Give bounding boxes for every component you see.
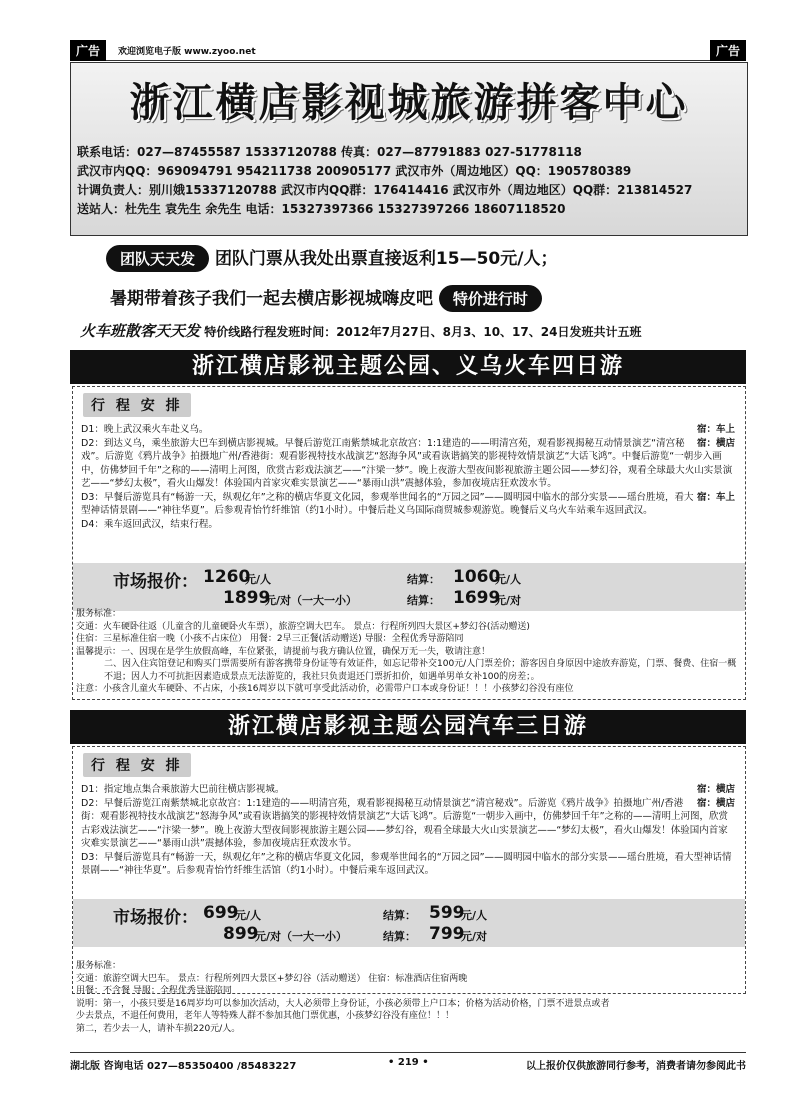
top-bar [70, 40, 746, 61]
note-line: 服务标准： [76, 609, 122, 619]
page-title: 浙江横店影视城旅游拼客中心 [129, 80, 689, 126]
price-pair: 899 [223, 924, 259, 944]
settle-adult: 599 [429, 903, 465, 923]
promo-badge: 火车班散客天天发 [80, 322, 201, 340]
note-line: 用餐：不含餐 导服：全程优秀导游陪同 [76, 986, 232, 996]
settle-label: 结算： [383, 909, 416, 922]
promo-badge: 特价进行时 [439, 285, 542, 312]
tour-itinerary-box [72, 746, 746, 994]
contact-line: 联系电话：027—87455587 15337120788 传真：027—87791883 027-51778118 [77, 145, 582, 159]
day-item: 宿：横店 D2：早餐后游览江南紫禁城北京故宫：1:1建造的——明清宫苑，观看影视揭秘互动情景演艺“清宫秘戏”。后游览《鸦片战争》拍摄地广州/香港街：观看影视特技水战演艺“怒海争风”或看诙谐搞笑的影视特效情景演艺“大话飞鸿”。后游览“一朝步入画中，仿佛梦回千年”之称的——清明上河图，欣赏古彩戏法演艺——“汴梁一梦”。晚上夜游大型夜间影视旅游主题公园——梦幻谷，观看全球最大火山实景演艺——“梦幻太极”，看火山爆发！体验国内首家灾难实景演艺——“暴雨山洪”震撼体验，参加夜境店狂欢泼水节。 [81, 797, 735, 849]
price-pair: 1899 [223, 588, 271, 608]
contact-line: 计调负责人：别川娥15337120788 武汉市内QQ群：176414416 武汉市外（周边地区）QQ群：213814527 [77, 183, 693, 197]
promo-line-1 [106, 244, 557, 272]
price-unit: 元/人 [235, 909, 262, 922]
day-item: D4：乘车返回武汉，结束行程。 [81, 518, 218, 530]
note-line: 注意：小孩含儿童火车硬卧、不占床，小孩16周岁以下就可享受此活动价，必需带户口本或身份证！！！小孩梦幻谷没有座位 [76, 684, 574, 694]
ad-tag-right: 广告 [710, 40, 746, 61]
footer [70, 1052, 746, 1073]
settle-unit: 元/对 [495, 594, 522, 607]
note-line: 住宿：三星标准住宿一晚（小孩不占床位） 用餐：2早三正餐(活动赠送) 导服：全程优秀导游陪同 [76, 634, 464, 644]
promo-text: 团队门票从我处出票直接返利15—50元/人； [214, 249, 558, 269]
tour-title: 浙江横店影视主题公园、义乌火车四日游 [70, 350, 746, 384]
contact-info [77, 143, 741, 219]
promo-text: 暑期带着孩子我们一起去横店影视城嗨皮吧 [110, 289, 433, 309]
welcome-text: 欢迎浏览电子版 www.zyoo.net [118, 47, 256, 57]
day-item: 宿：车上 D1：晚上武汉乘火车赴义乌。 [81, 424, 735, 435]
itinerary-days [81, 783, 735, 878]
contact-line: 武汉市内QQ：969094791 954211738 200905177 武汉市外（周边地区）QQ：1905780389 [77, 164, 632, 178]
footer-contact: 湖北版 咨询电话 027—85350400 /85483227 [70, 1061, 297, 1072]
price-bar [73, 563, 745, 611]
settle-pair: 799 [429, 924, 465, 944]
promo-text: 特价线路行程发班时间：2012年7月27日、8月3、10、17、24日发班共计五班 [204, 325, 642, 339]
day-item: 宿：横店 D1：指定地点集合乘旅游大巴前往横店影视城。 [81, 784, 735, 795]
note-line: 服务标准： [76, 961, 122, 971]
promo-section [70, 238, 746, 346]
settle-unit: 元/人 [461, 909, 488, 922]
promo-line-2 [110, 284, 542, 312]
price-unit: 元/对（一大一小） [255, 930, 348, 943]
price-adult: 1260 [203, 567, 251, 587]
itinerary-heading: 行 程 安 排 [83, 753, 191, 777]
settle-unit: 元/人 [495, 573, 522, 586]
note-line: 交通：旅游空调大巴车。 景点：行程所列四大景区+梦幻谷（活动赠送） 住宿：标准酒店住宿两晚 [76, 973, 468, 984]
note-line: 说明：第一，小孩只要是16周岁均可以参加次活动，大人必须带上身份证，小孩必须带上户口本；价格为活动价格，门票不进景点或者 [76, 998, 610, 1009]
price-label: 市场报价： [113, 908, 198, 928]
settle-label: 结算： [407, 594, 440, 607]
settle-unit: 元/对 [461, 930, 488, 943]
promo-badge: 团队天天发 [106, 245, 209, 272]
settle-adult: 1060 [453, 567, 501, 587]
note-line: 少去景点，不退任何费用，老年人等特殊人群不参加其他门票优惠，小孩梦幻谷没有座位！！！ [76, 1011, 455, 1021]
itinerary-days [81, 423, 735, 531]
price-adult: 699 [203, 903, 239, 923]
settle-label: 结算： [383, 930, 416, 943]
day-item: 宿：横店 D2：到达义乌，乘坐旅游大巴车到横店影视城。早餐后游览江南紫禁城北京故宫：1:1建造的——明清宫苑，观看影视揭秘互动情景演艺“清宫秘戏”。后游览《鸦片战争》拍摄地广州/香港街：观看影视特技水战演艺“怒海争风”或看诙谐搞笑的影视特效情景演艺“大话飞鸿”。中餐后游览“一朝步入画中，仿佛梦回千年”之称的——清明上河图，欣赏古彩戏法演艺——“汴梁一梦”。晚上夜游大型夜间影视旅游主题公园——梦幻谷，观看全球最大火山实景演艺——“梦幻太极”，看火山爆发！体验国内首家灾难实景演艺——“暴雨山洪”震撼体验，参加夜境店狂欢泼水节。 [81, 437, 735, 489]
page-number: • 219 • [388, 1057, 429, 1068]
day-item: D3：早餐后游览具有“畅游一天，纵观亿年”之称的横店华夏文化园，参观举世闻名的“万园之园”——圆明园中临水的部分实景——瑶台胜境，看大型神话情景剧——“神往华夏”。后参观青怡竹纤维生活馆（约1小时）。中餐后乘车返回武汉。 [81, 851, 732, 876]
promo-line-3 [80, 320, 641, 341]
itinerary-heading: 行 程 安 排 [83, 393, 191, 417]
ad-tag-left: 广告 [70, 40, 106, 61]
footer-disclaimer: 以上报价仅供旅游同行参考，消费者请勿参阅此书 [526, 1061, 746, 1072]
settle-label: 结算： [407, 573, 440, 586]
tour-title: 浙江横店影视主题公园汽车三日游 [70, 710, 746, 744]
price-label: 市场报价： [113, 572, 198, 592]
note-line: 第二，若少去一人，请补车损220元/人。 [76, 1023, 241, 1034]
note-line: 温馨提示：一、因现在是学生放假高峰，车位紧张，请提前与我方确认位置，确保万无一失，敬请注意！ [76, 646, 491, 657]
price-bar [73, 899, 745, 947]
service-notes [76, 960, 740, 1035]
header-banner [70, 62, 748, 236]
service-notes [76, 608, 740, 696]
contact-line: 送站人：杜先生 袁先生 余先生 电话：15327397366 15327397266 18607118520 [77, 202, 566, 216]
note-line: 交通：火车硬卧往返（儿童含的儿童硬卧火车票），旅游空调大巴车。 景点：行程所列四大景区+梦幻谷(活动赠送) [76, 621, 530, 632]
settle-pair: 1699 [453, 588, 501, 608]
note-line: 二、因入住宾馆登记和购买门票需要所有游客携带身份证等有效证件，如忘记带补交100元/人门票差价；游客因自身原因中途放弃游览，门票、餐费、住宿一概不退；因人力不可抗拒因素造成景点无法游览的，我社只负责退还门票折扣价，如遇单男单女补100的房差；。 [104, 659, 737, 682]
day-item: 宿：车上 D3：早餐后游览具有“畅游一天，纵观亿年”之称的横店华夏文化园，参观举世闻名的“万园之园”——圆明园中临水的部分实景——瑶台胜境，看大型神话情景剧——“神往华夏”。后参观青怡竹纤维馆（约1小时）。中餐后赴义乌国际商贸城参观游览。晚餐后义乌火车站乘车返回武汉。 [81, 491, 735, 516]
price-unit: 元/对（一大一小） [265, 594, 358, 607]
price-unit: 元/人 [245, 573, 272, 586]
